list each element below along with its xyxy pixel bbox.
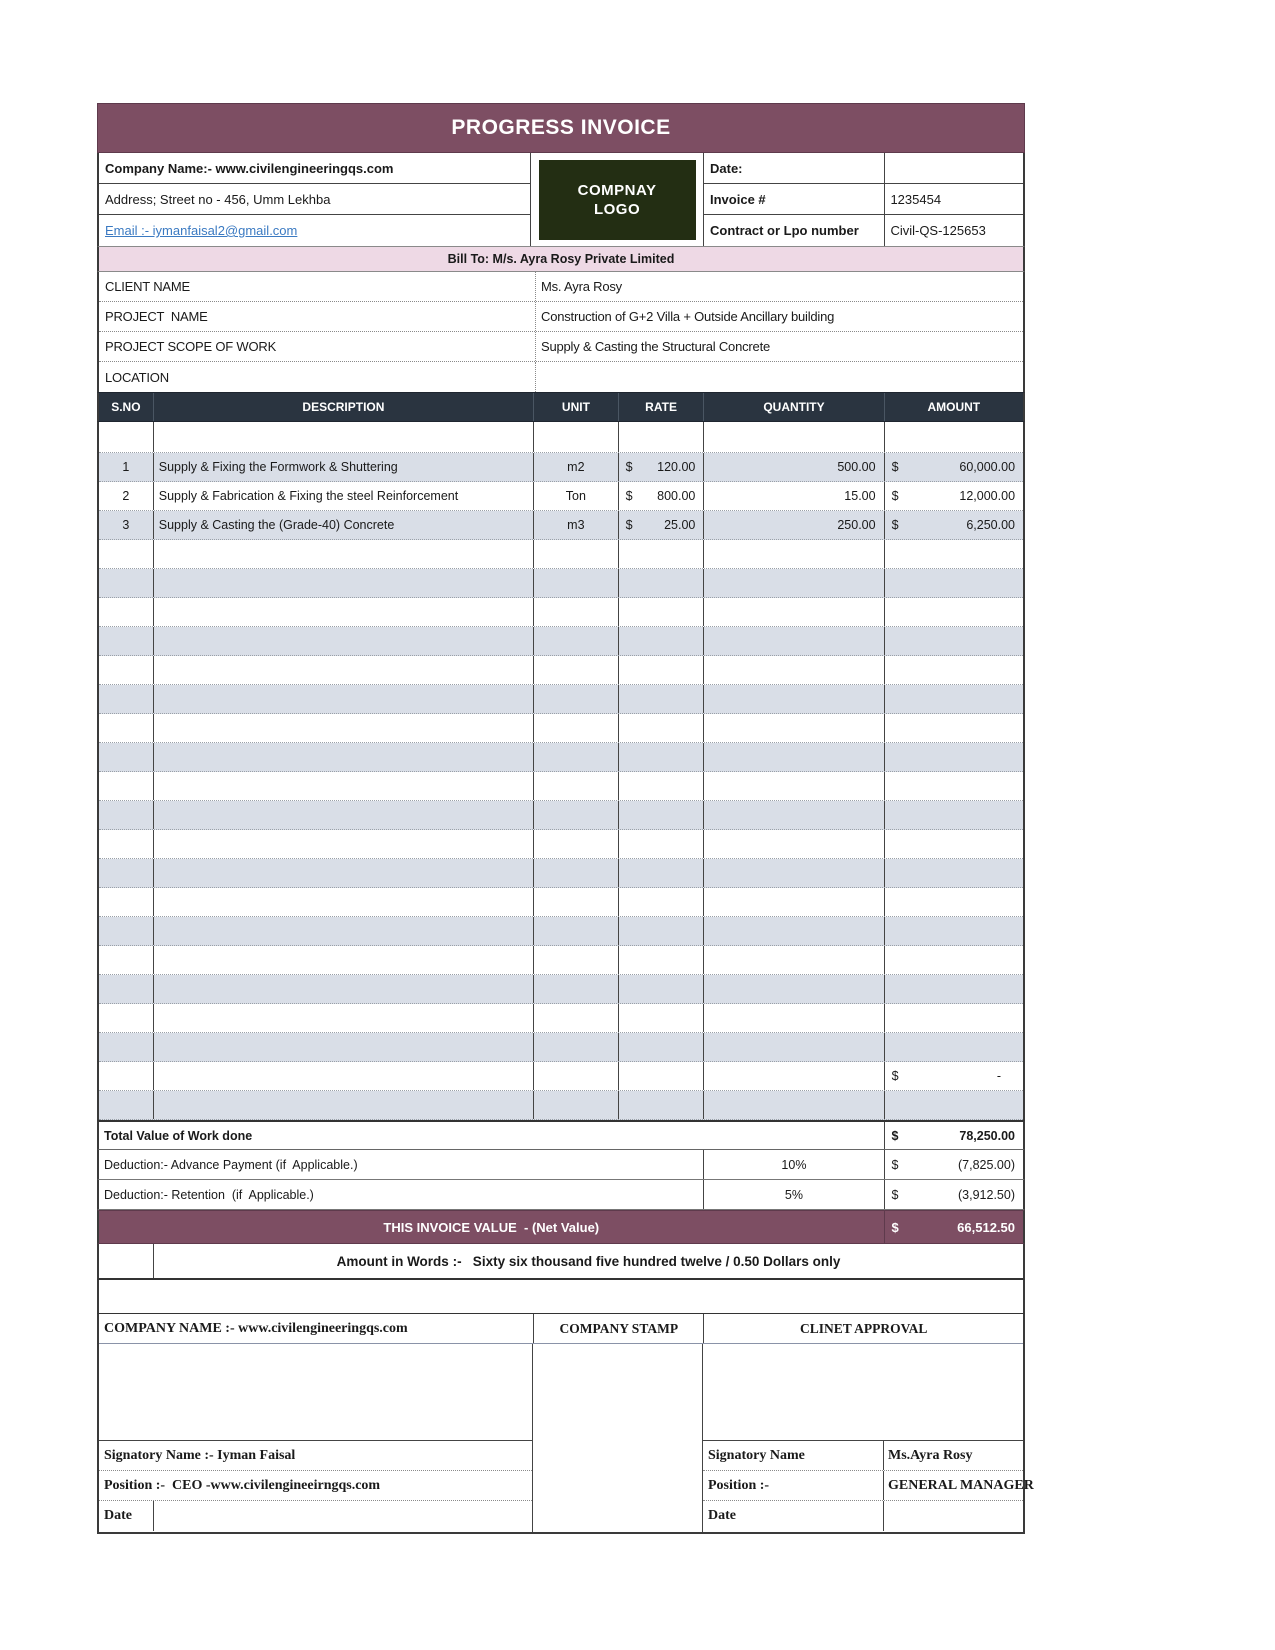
cell-amount: $ 60,000.00 <box>891 460 1016 474</box>
cell-description: Supply & Fixing the Formwork & Shuttering <box>154 453 534 481</box>
cell-rate <box>619 888 705 916</box>
cell-rate <box>619 627 705 655</box>
cell-quantity: 500.00 <box>704 453 884 481</box>
cell-unit <box>534 743 619 771</box>
logo-cell <box>531 153 703 246</box>
cell-quantity <box>704 917 884 945</box>
cell-amount <box>885 685 1023 713</box>
cell-quantity <box>704 540 884 568</box>
logo-text-line1: COMPNAY <box>577 181 657 199</box>
cell <box>619 422 705 452</box>
client-position-label: Position :- <box>703 1471 884 1500</box>
table-row <box>99 946 1023 975</box>
cell-unit <box>534 772 619 800</box>
cell-rate <box>619 772 705 800</box>
cell-unit: m2 <box>534 453 619 481</box>
cell-amount <box>885 946 1023 974</box>
table-row <box>99 888 1023 917</box>
cell-amount-dash: $ - <box>891 1069 1002 1083</box>
table-row <box>99 511 1023 540</box>
cell-sno <box>99 685 154 713</box>
cell-sno <box>99 830 154 858</box>
location-value <box>536 362 1023 392</box>
client-name-row <box>99 272 1023 302</box>
deduction-retention-amount-cell <box>885 1180 1023 1209</box>
signature-section <box>97 1313 1034 1534</box>
cell-unit <box>534 801 619 829</box>
cell-rate: $ 800.00 <box>619 482 705 510</box>
cell-sno: 2 <box>99 482 154 510</box>
cell-quantity: 15.00 <box>704 482 884 510</box>
deduction-retention-label: Deduction:- Retention (if Applicable.) <box>99 1180 704 1209</box>
cell-amount <box>885 772 1023 800</box>
cell-rate <box>619 1004 705 1032</box>
cell-quantity <box>704 801 884 829</box>
header-amount: AMOUNT <box>927 400 981 414</box>
cell-quantity <box>704 1033 884 1061</box>
cell-description <box>154 569 534 597</box>
net-invoice-amount: 66,512.50 <box>957 1219 1015 1235</box>
cell-description <box>154 743 534 771</box>
cell-description <box>154 598 534 626</box>
cell <box>885 422 1023 452</box>
cell-amount <box>885 743 1023 771</box>
client-position-value: GENERAL MANAGER <box>888 1477 1034 1493</box>
cell-rate <box>619 830 705 858</box>
invoice-table-header <box>97 392 1025 422</box>
table-row <box>99 482 1023 511</box>
cell-unit: m3 <box>534 511 619 539</box>
cell-unit <box>534 975 619 1003</box>
header-rate: RATE <box>619 393 705 421</box>
cell-description <box>154 627 534 655</box>
cell-amount <box>885 656 1023 684</box>
cell-unit <box>534 1091 619 1119</box>
cell-description: Supply & Fabrication & Fixing the steel Reinforcement <box>154 482 534 510</box>
table-row <box>99 1033 1023 1062</box>
table-row <box>99 917 1023 946</box>
table-row <box>99 627 1023 656</box>
table-row <box>99 569 1023 598</box>
company-signatory-row <box>99 1441 532 1471</box>
cell-unit <box>534 859 619 887</box>
company-logo <box>539 160 696 240</box>
client-signature-column <box>703 1344 1034 1532</box>
cell-quantity <box>704 743 884 771</box>
cell-description: Supply & Casting the (Grade-40) Concrete <box>154 511 534 539</box>
cell-sno <box>99 975 154 1003</box>
cell-quantity <box>704 569 884 597</box>
cell-amount <box>885 830 1023 858</box>
net-invoice-value-row <box>97 1210 1025 1244</box>
currency-symbol: $ <box>891 1187 899 1202</box>
company-name: Company Name:- www.civilengineeringqs.com <box>105 160 394 176</box>
cell-amount <box>885 917 1023 945</box>
date-label: Date: <box>704 153 885 183</box>
cell-unit <box>534 1033 619 1061</box>
cell-description <box>154 946 534 974</box>
cell-unit: Ton <box>534 482 619 510</box>
header-sno: S.NO <box>99 393 154 421</box>
company-signature-space <box>99 1344 532 1441</box>
cell-description <box>154 1004 534 1032</box>
company-position: Position :- CEO -www.civilengineeirngqs.com <box>104 1477 381 1493</box>
cell-quantity <box>704 830 884 858</box>
cell <box>154 422 534 452</box>
cell-amount <box>885 801 1023 829</box>
table-row <box>99 1004 1023 1033</box>
cell-unit <box>534 656 619 684</box>
company-details <box>99 153 531 246</box>
deduction-retention-amount: (3,912.50) <box>958 1187 1015 1202</box>
cell-rate <box>619 685 705 713</box>
cell-quantity <box>704 627 884 655</box>
cell-sno <box>99 656 154 684</box>
cell-amount <box>885 975 1023 1003</box>
company-email-link[interactable]: Email :- iymanfaisal2@gmail.com <box>105 223 298 238</box>
cell-quantity <box>704 946 884 974</box>
company-name-row <box>99 153 530 184</box>
cell-description <box>154 1091 534 1119</box>
total-amount-cell <box>885 1122 1023 1149</box>
company-date-value <box>154 1501 532 1531</box>
contract-number-value: Civil-QS-125653 <box>890 223 986 238</box>
deduction-advance-amount: (7,825.00) <box>958 1157 1015 1172</box>
deduction-advance-amount-cell <box>885 1150 1023 1179</box>
cell-unit <box>534 627 619 655</box>
total-row <box>97 1120 1025 1150</box>
table-row <box>99 685 1023 714</box>
invoice-number-value: 1235454 <box>890 191 942 207</box>
bill-to-text: Bill To: M/s. Ayra Rosy Private Limited <box>447 252 675 266</box>
cell-rate <box>619 714 705 742</box>
cell-unit <box>534 830 619 858</box>
cell-sno <box>99 801 154 829</box>
net-invoice-amount-cell <box>885 1211 1023 1243</box>
cell-sno: 1 <box>99 453 154 481</box>
total-label: Total Value of Work done <box>99 1122 885 1149</box>
cell-quantity <box>704 859 884 887</box>
page-title: PROGRESS INVOICE <box>451 116 671 139</box>
date-value <box>885 153 1023 183</box>
table-row <box>99 801 1023 830</box>
title-bar <box>97 103 1025 153</box>
cell-amount <box>885 714 1023 742</box>
cell-amount <box>885 859 1023 887</box>
cell-amount <box>885 569 1023 597</box>
client-name-label: CLIENT NAME <box>99 272 536 301</box>
signature-body <box>99 1344 1034 1532</box>
company-signatory-name: Signatory Name :- Iyman Faisal <box>104 1447 296 1463</box>
invoice-sheet <box>97 103 1034 1534</box>
amount-in-words-spacer <box>99 1244 154 1278</box>
invoice-number-label: Invoice # <box>704 184 885 214</box>
cell-amount <box>885 888 1023 916</box>
cell-sno <box>99 772 154 800</box>
project-scope-row <box>99 332 1023 362</box>
company-address: Address; Street no - 456, Umm Lekhba <box>105 191 331 207</box>
cell-quantity <box>704 1062 884 1090</box>
client-details-section <box>97 272 1025 392</box>
currency-symbol: $ <box>891 1219 899 1235</box>
cell-sno <box>99 598 154 626</box>
client-approval-label: CLINET APPROVAL <box>799 1320 928 1336</box>
client-date-value <box>884 1501 1023 1531</box>
table-row <box>99 743 1023 772</box>
cell-rate <box>619 540 705 568</box>
cell-rate <box>619 859 705 887</box>
cell-sno <box>99 859 154 887</box>
cell-rate: $ 25.00 <box>619 511 705 539</box>
client-date-label: Date <box>703 1501 884 1531</box>
cell-unit <box>534 1062 619 1090</box>
cell-rate <box>619 975 705 1003</box>
cell-description <box>154 859 534 887</box>
company-address-row <box>99 184 530 215</box>
cell-unit <box>534 569 619 597</box>
cell-description <box>154 1033 534 1061</box>
company-stamp-label: COMPANY STAMP <box>534 1314 704 1343</box>
cell-quantity <box>704 714 884 742</box>
cell-description <box>154 888 534 916</box>
cell-unit <box>534 888 619 916</box>
cell-amount: $ 12,000.00 <box>891 489 1016 503</box>
header-description: DESCRIPTION <box>154 393 534 421</box>
cell-unit <box>534 714 619 742</box>
cell-description <box>154 540 534 568</box>
location-row <box>99 362 1023 392</box>
cell-quantity: 250.00 <box>704 511 884 539</box>
project-name-value: Construction of G+2 Villa + Outside Ancillary building <box>541 309 835 324</box>
table-row-blank <box>99 422 1023 453</box>
table-row <box>99 1091 1023 1120</box>
invoice-meta <box>703 153 1023 246</box>
cell-amount <box>885 1033 1023 1061</box>
header-unit: UNIT <box>534 393 619 421</box>
amount-in-words: Amount in Words :- Sixty six thousand five hundred twelve / 0.50 Dollars only <box>336 1253 841 1269</box>
cell-quantity <box>704 1091 884 1119</box>
location-label: LOCATION <box>99 362 536 392</box>
company-position-row <box>99 1471 532 1501</box>
cell-description <box>154 714 534 742</box>
cell-description <box>154 1062 534 1090</box>
cell <box>534 422 619 452</box>
net-invoice-value-label: THIS INVOICE VALUE - (Net Value) <box>99 1211 885 1243</box>
cell-quantity <box>704 975 884 1003</box>
project-scope-label: PROJECT SCOPE OF WORK <box>99 332 536 361</box>
cell-unit <box>534 917 619 945</box>
date-row <box>704 153 1023 184</box>
cell-quantity <box>704 685 884 713</box>
deduction-advance-percent: 10% <box>704 1150 884 1179</box>
table-row <box>99 453 1023 482</box>
deduction-retention-percent: 5% <box>704 1180 884 1209</box>
header-quantity: QUANTITY <box>704 393 884 421</box>
client-date-row <box>703 1501 1023 1531</box>
stamp-space <box>533 1344 702 1532</box>
client-signatory-label: Signatory Name <box>703 1441 884 1470</box>
table-row <box>99 859 1023 888</box>
cell-description <box>154 917 534 945</box>
cell-sno <box>99 1062 154 1090</box>
contract-number-row <box>704 215 1023 246</box>
cell-sno <box>99 569 154 597</box>
company-email-row <box>99 215 530 246</box>
deduction-retention-row <box>97 1180 1025 1210</box>
signature-header-row <box>99 1314 1023 1344</box>
client-signatory-row <box>703 1441 1023 1471</box>
amount-in-words-row <box>97 1244 1025 1280</box>
cell-sno <box>99 743 154 771</box>
cell-sno: 3 <box>99 511 154 539</box>
client-signatory-value: Ms.Ayra Rosy <box>888 1447 973 1463</box>
cell-rate <box>619 801 705 829</box>
cell-quantity <box>704 1004 884 1032</box>
cell <box>99 422 154 452</box>
footer-company-name: COMPANY NAME :- www.civilengineeringqs.com <box>99 1314 534 1343</box>
cell-quantity <box>704 598 884 626</box>
cell-sno <box>99 888 154 916</box>
deduction-advance-row <box>97 1150 1025 1180</box>
cell-unit <box>534 1004 619 1032</box>
cell-description <box>154 830 534 858</box>
cell-amount <box>885 598 1023 626</box>
table-row <box>99 714 1023 743</box>
bill-to-band <box>97 246 1025 272</box>
table-row <box>99 830 1023 859</box>
cell-unit <box>534 685 619 713</box>
project-name-row <box>99 302 1023 332</box>
cell-rate <box>619 1033 705 1061</box>
cell-description <box>154 975 534 1003</box>
company-date-row <box>99 1501 532 1531</box>
cell-description <box>154 772 534 800</box>
cell-amount <box>885 1004 1023 1032</box>
currency-symbol: $ <box>891 1128 899 1143</box>
table-row <box>99 598 1023 627</box>
client-name-value: Ms. Ayra Rosy <box>541 279 622 294</box>
cell-sno <box>99 946 154 974</box>
cell-rate <box>619 569 705 597</box>
cell-unit <box>534 540 619 568</box>
table-row <box>99 772 1023 801</box>
cell-amount: $ 6,250.00 <box>891 518 1016 532</box>
client-position-row <box>703 1471 1034 1501</box>
cell-rate <box>619 656 705 684</box>
company-stamp-area <box>533 1344 703 1532</box>
spacer-row <box>97 1280 1025 1313</box>
company-date-label: Date <box>99 1501 154 1531</box>
cell-description <box>154 801 534 829</box>
cell-quantity <box>704 772 884 800</box>
cell-sno <box>99 627 154 655</box>
cell-sno <box>99 714 154 742</box>
project-name-label: PROJECT NAME <box>99 302 536 331</box>
logo-text-line2: LOGO <box>593 200 641 218</box>
cell-unit <box>534 598 619 626</box>
cell-rate <box>619 1062 705 1090</box>
cell-sno <box>99 1004 154 1032</box>
cell-sno <box>99 1033 154 1061</box>
company-info-section <box>97 153 1025 246</box>
cell-rate <box>619 946 705 974</box>
contract-number-label: Contract or Lpo number <box>704 215 885 246</box>
cell-amount <box>885 540 1023 568</box>
client-signature-space <box>703 1344 1023 1441</box>
cell-sno <box>99 1091 154 1119</box>
table-row <box>99 656 1023 685</box>
cell <box>704 422 884 452</box>
cell-rate <box>619 743 705 771</box>
currency-symbol: $ <box>891 1157 899 1172</box>
invoice-table-body <box>97 422 1025 1120</box>
table-row <box>99 540 1023 569</box>
table-row <box>99 975 1023 1004</box>
cell-description <box>154 656 534 684</box>
cell-amount <box>885 627 1023 655</box>
total-amount-value: 78,250.00 <box>959 1128 1015 1143</box>
cell-description <box>154 685 534 713</box>
cell-sno <box>99 540 154 568</box>
cell-quantity <box>704 656 884 684</box>
cell-quantity <box>704 888 884 916</box>
cell-rate: $ 120.00 <box>619 453 705 481</box>
cell-rate <box>619 1091 705 1119</box>
cell-amount <box>885 1091 1023 1119</box>
deduction-advance-label: Deduction:- Advance Payment (if Applicable.) <box>99 1150 704 1179</box>
cell-rate <box>619 917 705 945</box>
invoice-number-row <box>704 184 1023 215</box>
company-signature-column <box>99 1344 533 1532</box>
cell-sno <box>99 917 154 945</box>
cell-unit <box>534 946 619 974</box>
table-row <box>99 1062 1023 1091</box>
cell-rate <box>619 598 705 626</box>
project-scope-value: Supply & Casting the Structural Concrete <box>541 339 771 354</box>
